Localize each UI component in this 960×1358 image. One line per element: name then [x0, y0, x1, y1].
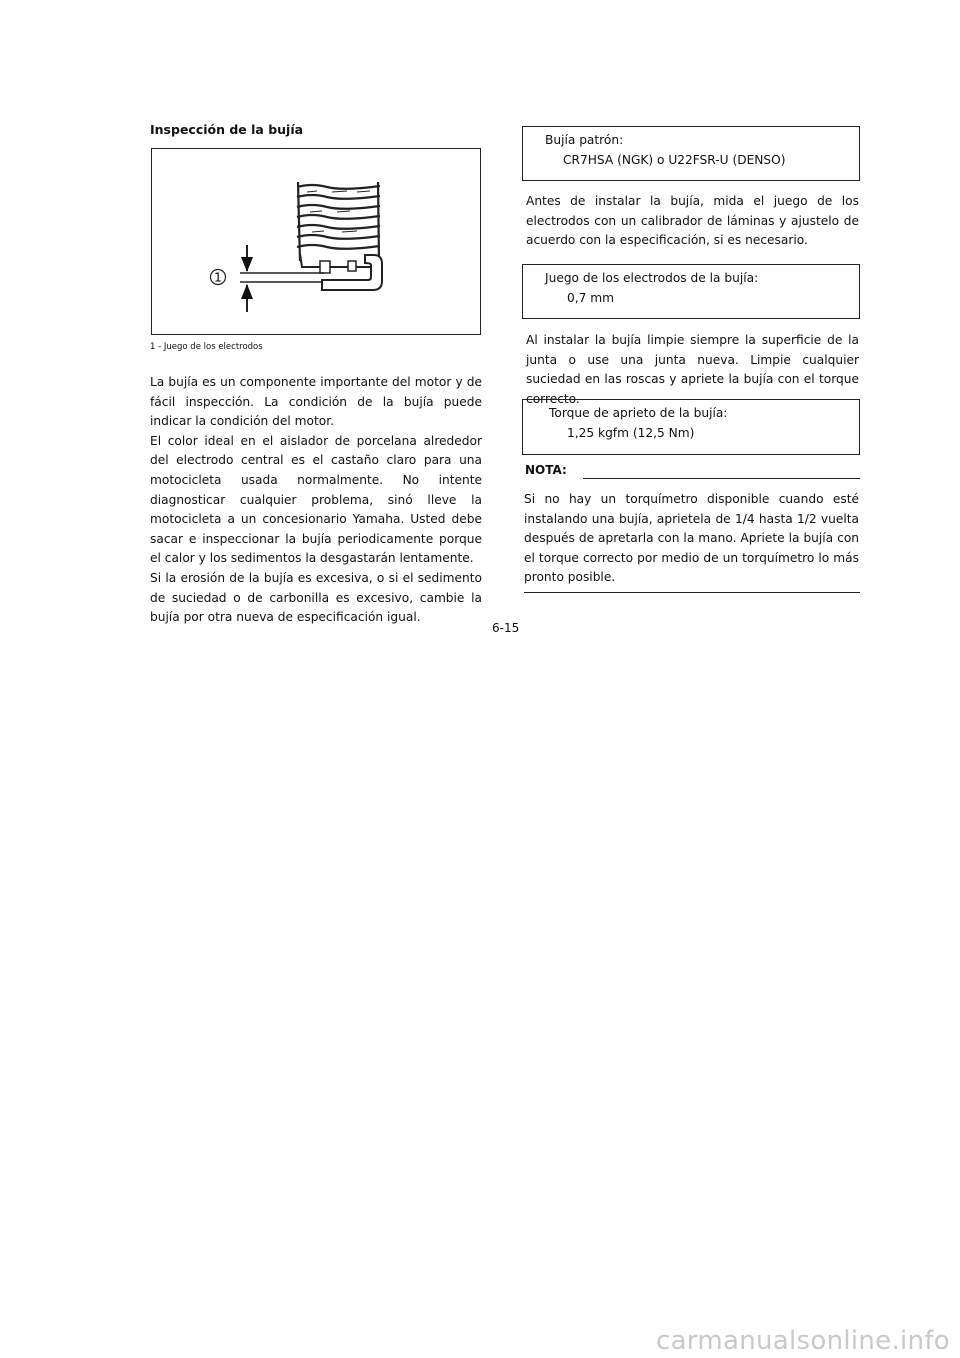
paragraph-measure: Antes de instalar la bujía, mida el juego de los electrodos con un calibrador de láminas y ajustelo de acuerdo con la especificación, si es necesario.: [526, 194, 859, 248]
spec-plug-value: CR7HSA (NGK) o U22FSR-U (DENSO): [563, 153, 786, 167]
spec-box-gap: [522, 264, 860, 319]
paragraph-install: Al instalar la bujía limpie siempre la superficie de la junta o use una junta nueva. Limpie cualquier suciedad en las roscas y apriete la bujía con el torque correcto.: [526, 333, 859, 406]
spec-box-torque: [522, 399, 860, 455]
paragraph-color: El color ideal en el aislador de porcelana alrededor del electrodo central es el castaño claro para una motocicleta usada normalmente. No intente diagnosticar cualquier problema, sinó lleve la motocicleta a un concesionario Yamaha. Usted debe sacar e inspeccionar la bujía periodicamente porque el calor y los sedimentos la desgastarán lentamente.: [150, 433, 482, 566]
figure-caption: 1 - Juego de los electrodos: [150, 342, 263, 352]
spec-torque-value: 1,25 kgfm (12,5 Nm): [567, 426, 695, 440]
gap-arrow-bottom: [241, 284, 253, 312]
nota-label: NOTA:: [525, 463, 567, 477]
spec-gap-label: Juego de los electrodos de la bujía:: [545, 271, 759, 285]
section-title: Inspección de la bujía: [150, 122, 304, 137]
paragraph-intro: La bujía es un componente importante del motor y de fácil inspección. La condición de la bujía puede indicar la condición del motor.: [150, 375, 482, 429]
paragraph-erosion: Si la erosión de la bujía es excesiva, o si el sedimento de suciedad o de carbonilla es excesivo, cambie la bujía por otra nueva de especificación igual.: [150, 570, 482, 625]
left-column-text: [150, 373, 482, 628]
watermark: carmanualsonline.info: [655, 1326, 950, 1356]
nota-rule-top: [583, 478, 860, 479]
callout-number: 1: [214, 270, 222, 285]
gap-arrow-top: [241, 245, 253, 272]
nota-text: Si no hay un torquímetro disponible cuando esté instalando una bujía, aprietela de 1/4 hasta 1/2 vuelta después de apretarla con la mano. Apriete la bujía con el torque correcto por medio de un torquímetro lo más pronto posible.: [524, 492, 859, 585]
nota-rule-bottom: [524, 592, 860, 593]
spark-plug-illustration: [152, 149, 482, 336]
spark-plug-figure: [151, 148, 481, 335]
spec-plug-label: Bujía patrón:: [545, 133, 624, 147]
page-number: 6-15: [492, 621, 520, 635]
spec-torque-label: Torque de aprieto de la bujía:: [549, 406, 728, 420]
spec-box-plug: [522, 126, 860, 181]
spec-gap-value: 0,7 mm: [567, 291, 615, 305]
